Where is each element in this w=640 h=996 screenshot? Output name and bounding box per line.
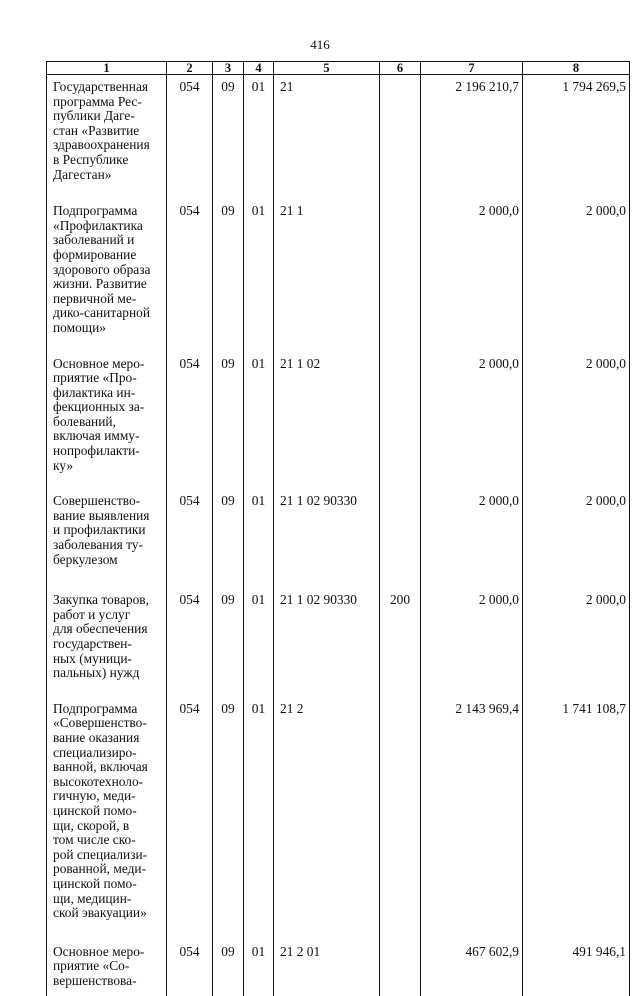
amount-year2-cell: 491 946,1 (523, 940, 630, 996)
row-name-line: формирование (53, 248, 164, 263)
row-name-line: Основное меро- (53, 357, 164, 372)
subsection-code-cell: 01 (244, 489, 274, 588)
amount-year2-cell: 1 741 108,7 (523, 697, 630, 940)
column-header: 4 (244, 62, 274, 75)
row-name-line: ку» (53, 459, 164, 474)
row-name-line: работ и услуг (53, 608, 164, 623)
row-name-line: в Республике (53, 153, 164, 168)
table-row (47, 199, 630, 351)
row-name-line: щи, медицин- (53, 892, 164, 907)
row-name-line: цинской помо- (53, 877, 164, 892)
row-name-line: Основное меро- (53, 945, 164, 960)
row-name-line: том числе ско- (53, 833, 164, 848)
amount-year2-cell: 2 000,0 (523, 352, 630, 490)
subsection-code-cell: 01 (244, 75, 274, 200)
ministry-code-cell: 054 (167, 697, 213, 940)
table-header-row (47, 62, 630, 75)
row-name-line: включая имму- (53, 429, 164, 444)
row-name-cell (47, 697, 167, 940)
row-name-line: заболевания ту- (53, 538, 164, 553)
amount-year2-cell: 1 794 269,5 (523, 75, 630, 200)
expense-type-cell (380, 489, 421, 588)
row-name-line: филактика ин- (53, 386, 164, 401)
row-name-line: вание оказания (53, 731, 164, 746)
expense-type-cell (380, 697, 421, 940)
subsection-code-cell: 01 (244, 352, 274, 490)
ministry-code-cell: 054 (167, 352, 213, 490)
row-name-line: цинской помо- (53, 804, 164, 819)
subsection-code-cell: 01 (244, 940, 274, 996)
expense-type-cell (380, 199, 421, 351)
target-article-cell: 21 2 (274, 697, 380, 940)
column-header: 2 (167, 62, 213, 75)
ministry-code-cell: 054 (167, 940, 213, 996)
subsection-code-cell: 01 (244, 697, 274, 940)
row-name-line: беркулезом (53, 553, 164, 568)
section-code-cell: 09 (213, 199, 244, 351)
row-name-cell (47, 489, 167, 588)
section-code-cell: 09 (213, 940, 244, 996)
row-name-line: приятие «Про- (53, 371, 164, 386)
amount-year1-cell: 2 000,0 (421, 352, 523, 490)
column-header: 8 (523, 62, 630, 75)
expense-type-cell (380, 352, 421, 490)
row-name-line: жизни. Развитие (53, 277, 164, 292)
row-name-line: фекционных за- (53, 400, 164, 415)
row-name-line: ской эвакуации» (53, 906, 164, 921)
row-name-cell (47, 352, 167, 490)
row-name-line: публики Даге- (53, 109, 164, 124)
section-code-cell: 09 (213, 489, 244, 588)
row-name-line: заболеваний и (53, 233, 164, 248)
column-header: 3 (213, 62, 244, 75)
section-code-cell: 09 (213, 588, 244, 697)
row-name-line: рой специализи- (53, 848, 164, 863)
row-name-cell (47, 940, 167, 996)
column-header: 7 (421, 62, 523, 75)
section-code-cell: 09 (213, 697, 244, 940)
row-name-line: и профилактики (53, 523, 164, 538)
row-name-line: для обеспечения (53, 622, 164, 637)
row-name-line: нопрофилакти- (53, 444, 164, 459)
row-name-line: «Профилактика (53, 219, 164, 234)
table-body (47, 75, 630, 996)
amount-year1-cell: 2 000,0 (421, 199, 523, 351)
budget-table (46, 61, 630, 996)
section-code-cell: 09 (213, 352, 244, 490)
row-name-line: Закупка товаров, (53, 593, 164, 608)
table-row (47, 75, 630, 200)
amount-year2-cell: 2 000,0 (523, 489, 630, 588)
row-name-line: помощи» (53, 321, 164, 336)
amount-year2-cell: 2 000,0 (523, 199, 630, 351)
row-name-line: щи, скорой, в (53, 819, 164, 834)
row-name-line: вание выявления (53, 509, 164, 524)
row-name-line: высокотехноло- (53, 775, 164, 790)
row-name-line: приятие «Со- (53, 959, 164, 974)
expense-type-cell (380, 75, 421, 200)
row-name-cell (47, 199, 167, 351)
row-name-line: ных (муници- (53, 652, 164, 667)
subsection-code-cell: 01 (244, 199, 274, 351)
row-name-line: рованной, меди- (53, 862, 164, 877)
ministry-code-cell: 054 (167, 588, 213, 697)
row-name-line: стан «Развитие (53, 124, 164, 139)
amount-year1-cell: 2 143 969,4 (421, 697, 523, 940)
expense-type-cell: 200 (380, 588, 421, 697)
row-name-line: программа Рес- (53, 95, 164, 110)
subsection-code-cell: 01 (244, 588, 274, 697)
row-name-line: гичную, меди- (53, 789, 164, 804)
target-article-cell: 21 1 (274, 199, 380, 351)
amount-year1-cell: 467 602,9 (421, 940, 523, 996)
row-name-line: Совершенство- (53, 494, 164, 509)
column-header: 1 (47, 62, 167, 75)
table-row (47, 940, 630, 996)
table-row (47, 352, 630, 490)
row-name-line: специализиро- (53, 746, 164, 761)
target-article-cell: 21 (274, 75, 380, 200)
row-name-line: «Совершенство- (53, 716, 164, 731)
target-article-cell: 21 2 01 (274, 940, 380, 996)
row-name-line: здорового образа (53, 263, 164, 278)
page-number: 416 (0, 37, 640, 53)
row-name-line: пальных) нужд (53, 666, 164, 681)
amount-year2-cell: 2 000,0 (523, 588, 630, 697)
section-code-cell: 09 (213, 75, 244, 200)
row-name-line: Подпрограмма (53, 702, 164, 717)
row-name-cell (47, 75, 167, 200)
target-article-cell: 21 1 02 90330 (274, 489, 380, 588)
target-article-cell: 21 1 02 (274, 352, 380, 490)
column-header: 5 (274, 62, 380, 75)
row-name-line: Дагестан» (53, 168, 164, 183)
row-name-line: государствен- (53, 637, 164, 652)
row-name-line: первичной ме- (53, 292, 164, 307)
ministry-code-cell: 054 (167, 75, 213, 200)
table-row (47, 489, 630, 588)
row-name-line: вершенствова- (53, 974, 164, 989)
row-name-line: Государственная (53, 80, 164, 95)
target-article-cell: 21 1 02 90330 (274, 588, 380, 697)
expense-type-cell (380, 940, 421, 996)
row-name-line: ванной, включая (53, 760, 164, 775)
table-row (47, 588, 630, 697)
row-name-line: дико-санитарной (53, 306, 164, 321)
row-name-line: болеваний, (53, 415, 164, 430)
amount-year1-cell: 2 196 210,7 (421, 75, 523, 200)
amount-year1-cell: 2 000,0 (421, 588, 523, 697)
row-name-cell (47, 588, 167, 697)
ministry-code-cell: 054 (167, 489, 213, 588)
table-row (47, 697, 630, 940)
row-name-line: здравоохранения (53, 138, 164, 153)
ministry-code-cell: 054 (167, 199, 213, 351)
row-name-line: Подпрограмма (53, 204, 164, 219)
amount-year1-cell: 2 000,0 (421, 489, 523, 588)
column-header: 6 (380, 62, 421, 75)
